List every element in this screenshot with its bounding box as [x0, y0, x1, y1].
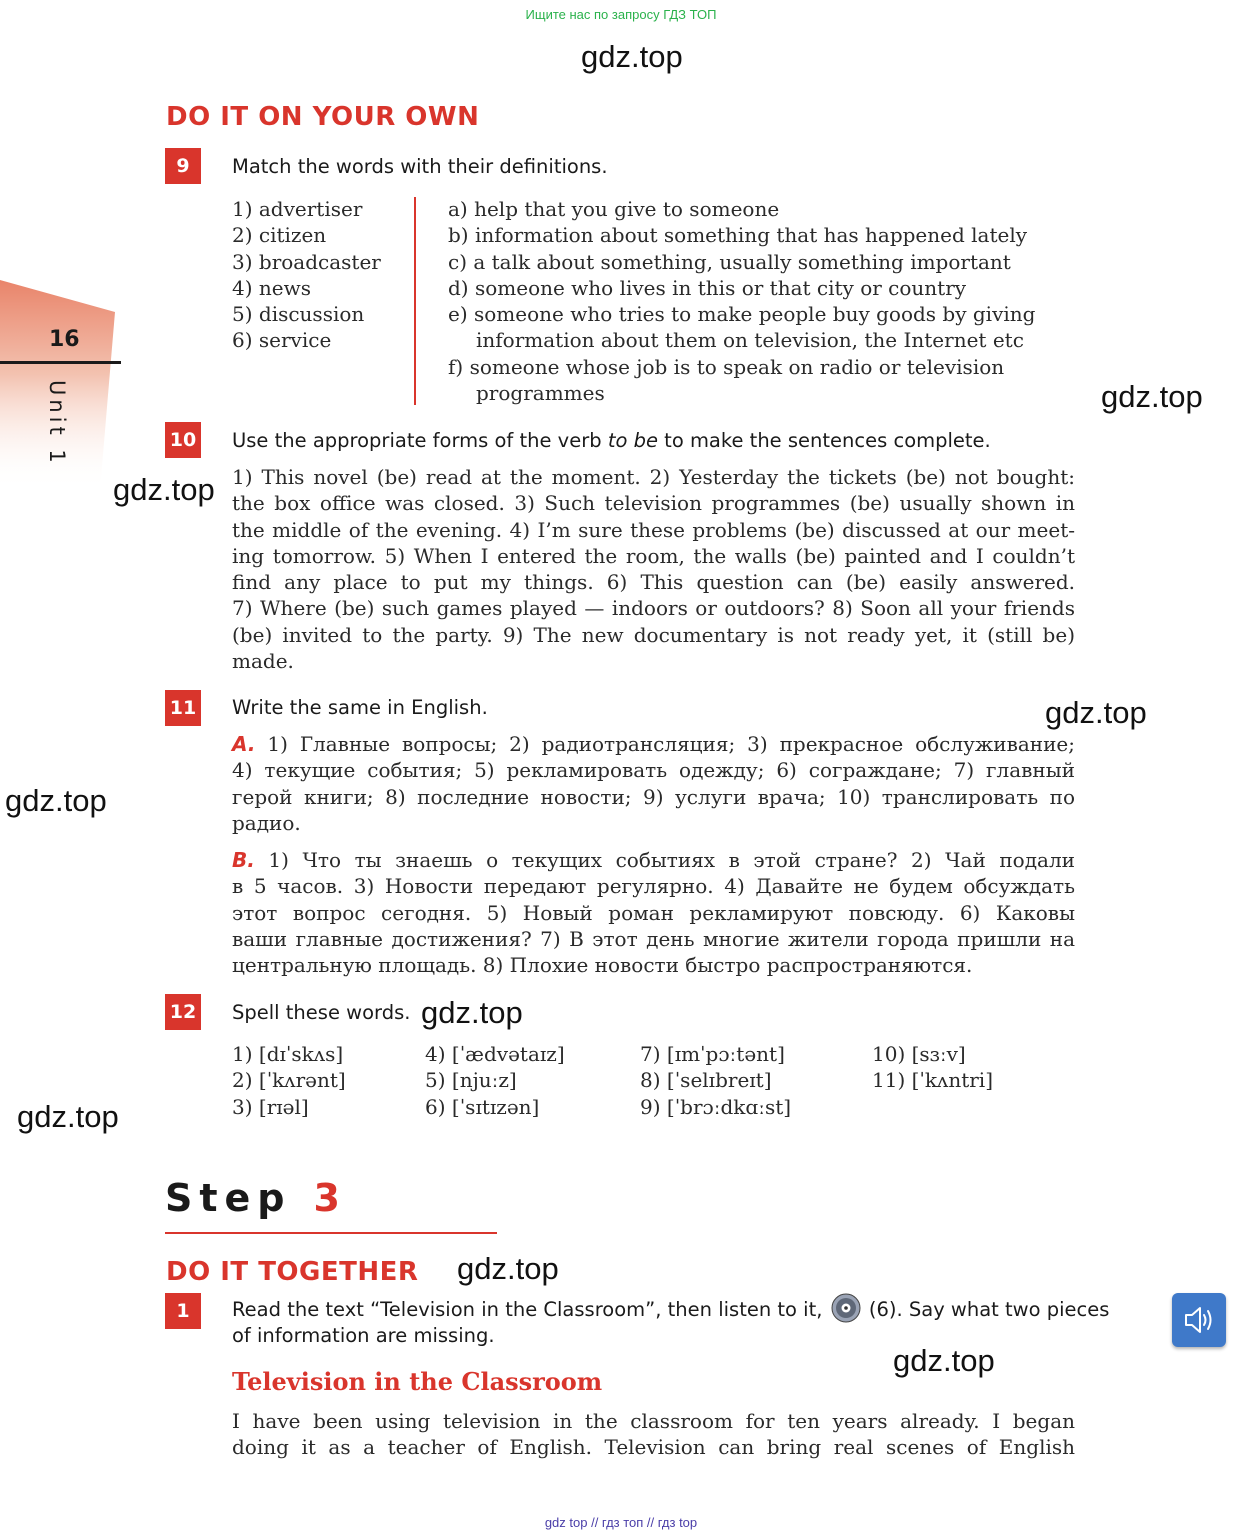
footer-links[interactable]: gdz top // гдз топ // гдз top — [544, 1515, 698, 1530]
exercise-instruction-continued: of information are missing. — [232, 1324, 495, 1347]
unit-label: Unit 1 — [45, 380, 69, 467]
text-line: the middle of the evening. 4) I’m sure these problems (be) discussed at our meet- — [232, 517, 1075, 542]
text-title: Television in the Classroom — [232, 1367, 603, 1396]
section-title-do-it-together: DO IT TOGETHER — [166, 1257, 419, 1287]
column-divider — [414, 197, 416, 405]
audio-play-button[interactable] — [1172, 1293, 1226, 1347]
text-line: центральную площадь. 8) Плохие новости быстро распространяются. — [232, 953, 973, 978]
definition-item: e) someone who tries to make people buy goods by giving — [448, 302, 1036, 327]
spelling-column — [640, 1041, 791, 1120]
text-line: (be) invited to the party. 9) The new documentary is not ready yet, it (still be) — [232, 622, 1075, 647]
definition-list — [448, 196, 1035, 406]
spelling-item: 4) [ˈædvətaɪz] — [425, 1042, 565, 1066]
search-hint: Ищите нас по запросу ГДЗ ТОП — [525, 7, 717, 22]
watermark: gdz.top — [893, 1343, 995, 1378]
spelling-item: 8) [ˈselɪbreɪt] — [640, 1068, 772, 1093]
spelling-item: 1) [dɪˈskʌs] — [232, 1042, 344, 1066]
watermark: gdz.top — [581, 39, 683, 74]
text-line: the box office was closed. 3) Such television programmes (be) usually shown in — [232, 491, 1075, 516]
definition-item-continued: programmes — [476, 381, 605, 406]
definition-item-continued: information about them on television, the Internet etc — [476, 328, 1024, 353]
word-list — [232, 196, 381, 354]
step-underline — [165, 1232, 497, 1234]
exercise-instruction — [232, 1298, 1109, 1323]
text-line: I have been using television in the classroom for ten years already. I began — [232, 1409, 1075, 1433]
spelling-column — [232, 1041, 346, 1120]
text-line: find any place to put my things. 6) This question can (be) easily answered. — [232, 570, 1075, 595]
text-line: 4) текущие события; 5) рекламировать одежду; 6) сограждане; 7) главный — [232, 758, 1075, 783]
text-line: радио. — [232, 810, 301, 835]
word-item: 5) discussion — [232, 302, 365, 327]
definition-item: d) someone who lives in this or that city or country — [448, 275, 967, 300]
instruction-text: Read the text “Television in the Classroom”, then listen to it, — [232, 1298, 823, 1321]
exercise-number: 11 — [165, 690, 201, 726]
text-line: герой книги; 8) последние новости; 9) услуги врача; 10) транслировать по — [232, 784, 1075, 809]
word-item: 6) service — [232, 328, 332, 353]
text-line: ing tomorrow. 5) When I entered the room, the walls (be) painted and I couldn’t — [232, 543, 1075, 568]
watermark: gdz.top — [1101, 379, 1203, 414]
speaker-icon — [1182, 1305, 1216, 1335]
exercise-instruction — [232, 429, 991, 452]
spelling-item: 6) [ˈsɪtɪzən] — [425, 1094, 540, 1119]
part-b-label: B. — [232, 848, 255, 872]
watermark: gdz.top — [5, 783, 107, 818]
text-line: этот вопрос сегодня. 5) Новый роман рекламируют повсюду. 6) Каковы — [232, 900, 1075, 925]
page-number: 16 — [49, 327, 80, 352]
spelling-item: 3) [rɪəl] — [232, 1094, 309, 1119]
exercise-instruction: Match the words with their definitions. — [232, 155, 608, 178]
spelling-column — [425, 1041, 565, 1120]
section-title-do-it-on-your-own: DO IT ON YOUR OWN — [166, 102, 480, 132]
definition-item: b) information about something that has happened lately — [448, 223, 1028, 248]
watermark: gdz.top — [421, 995, 523, 1030]
definition-item: f) someone whose job is to speak on radio or television — [448, 354, 1005, 379]
word-item: 3) broadcaster — [232, 249, 381, 274]
step-heading — [165, 1176, 347, 1220]
definition-item: c) a talk about something, usually something important — [448, 249, 1011, 274]
step-word: Step — [165, 1176, 292, 1220]
audio-disc-icon[interactable] — [831, 1293, 861, 1323]
exercise-instruction: Spell these words. — [232, 1001, 411, 1024]
exercise-11-part-b — [232, 847, 1075, 978]
exercise-11-part-a — [232, 731, 1075, 836]
watermark: gdz.top — [113, 472, 215, 507]
watermark: gdz.top — [17, 1099, 119, 1134]
spelling-item: 10) [sɜːv] — [872, 1042, 966, 1066]
text-line: ваши главные достижения? 7) В этот день многие жители города пришли на — [232, 926, 1075, 951]
exercise-10-text — [232, 464, 1075, 674]
step-number: 3 — [313, 1176, 347, 1220]
exercise-instruction: Write the same in English. — [232, 696, 488, 719]
spelling-item: 11) [ˈkʌntri] — [872, 1068, 994, 1093]
text-line: doing it as a teacher of English. Television can bring real scenes of English — [232, 1435, 1075, 1460]
spelling-item: 7) [ɪmˈpɔːtənt] — [640, 1042, 785, 1066]
exercise-number: 1 — [165, 1293, 201, 1329]
exercise-number: 9 — [165, 148, 201, 184]
text-line: 7) Where (be) such games played — indoors or outdoors? 8) Soon all your friends — [232, 596, 1075, 621]
exercise-number: 10 — [165, 422, 201, 458]
reading-text — [232, 1408, 1075, 1461]
text-line: в 5 часов. 3) Новости передают регулярно. 4) Давайте не будем обсуждать — [232, 874, 1075, 899]
instruction-text: Use the appropriate forms of the verb — [232, 429, 608, 452]
word-item: 4) news — [232, 275, 311, 300]
text-line: 1) This novel (be) read at the moment. 2) Yesterday the tickets (be) not bought: — [232, 465, 1075, 489]
text-line: made. — [232, 649, 294, 674]
exercise-number: 12 — [165, 994, 201, 1030]
text-span: 1) Что ты знаешь о текущих событиях в этой стране? 2) Чай подали — [268, 848, 1075, 872]
spelling-item: 5) [njuːz] — [425, 1068, 517, 1093]
definition-item: a) help that you give to someone — [448, 197, 780, 221]
unit-label-wrap — [42, 380, 72, 480]
instruction-emphasis: to be — [607, 429, 658, 452]
watermark: gdz.top — [457, 1251, 559, 1286]
instruction-text: (6). Say what two pieces — [868, 1298, 1110, 1321]
spelling-item: 2) [ˈkʌrənt] — [232, 1068, 346, 1093]
watermark: gdz.top — [1045, 695, 1147, 730]
part-a-label: A. — [232, 732, 256, 756]
instruction-text: to make the sentences complete. — [657, 429, 991, 452]
word-item: 1) advertiser — [232, 197, 363, 221]
text-line — [232, 847, 1075, 873]
spelling-column — [872, 1041, 993, 1094]
text-line — [232, 731, 1075, 757]
text-span: 1) Главные вопросы; 2) радиотрансляция; 3) прекрасное обслуживание; — [267, 732, 1075, 756]
word-item: 2) citizen — [232, 223, 327, 248]
spelling-item: 9) [ˈbrɔːdkɑːst] — [640, 1094, 792, 1119]
